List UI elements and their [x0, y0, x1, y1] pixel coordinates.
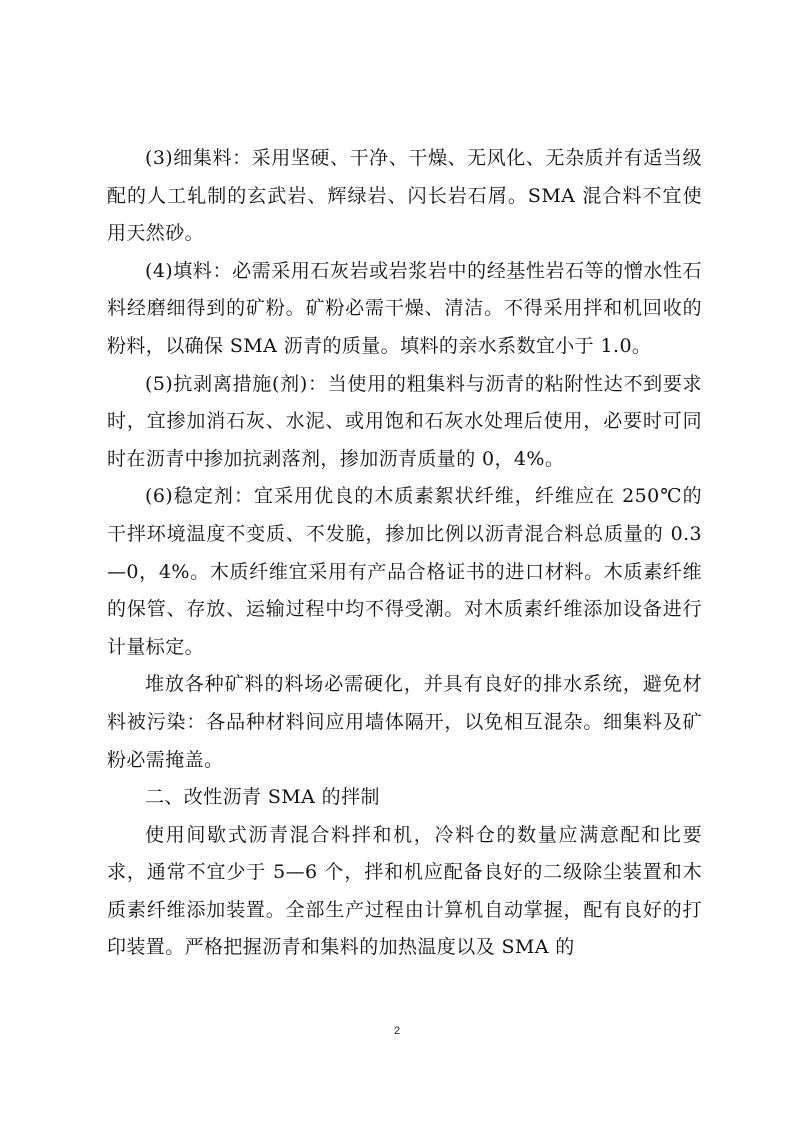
section-heading: 二、改性沥青 SMA 的拌制 — [145, 786, 380, 809]
page-number: 2 — [393, 1025, 401, 1037]
paragraph-anti-stripping: (5)抗剥离措施(剂)：当使用的粗集料与沥青的粘附性达不到要求时，宜掺加消石灰、水泥、或用饱和石灰水处理后使用，必要时可同时在沥青中掺加抗剥落剂，掺加沥青质量的 0，4%。 — [107, 372, 702, 470]
page-body — [107, 140, 702, 967]
paragraph-stabilizer: (6)稳定剂：宜采用优良的木质素絮状纤维，纤维应在 250℃的干拌环境温度不变质、不发脆，掺加比例以沥青混合料总质量的 0.3—0，4%。木质纤维宜采用有产品合格证书的进口材料。木质素纤维的保管、存放、运输过程中均不得受潮。对木质素纤维添加设备进行计量标定。 — [107, 485, 702, 658]
paragraph-stockpile: 堆放各种矿料的料场必需硬化，并具有良好的排水系统，避免材料被污染：各品种材料间应用墙体隔开，以免相互混杂。细集料及矿粉必需掩盖。 — [107, 673, 702, 771]
paragraph-filler: (4)填料：必需采用石灰岩或岩浆岩中的经基性岩石等的憎水性石料经磨细得到的矿粉。矿粉必需干燥、清洁。不得采用拌和机回收的粉料，以确保 SMA 沥青的质量。填料的亲水系数宜小于 1.0。 — [107, 259, 702, 357]
paragraph-fine-aggregate: (3)细集料：采用坚硬、干净、干燥、无风化、无杂质并有适当级配的人工轧制的玄武岩、辉绿岩、闪长岩石屑。SMA 混合料不宜使用天然砂。 — [107, 147, 702, 245]
paragraph-mixing: 使用间歇式沥青混合料拌和机，冷料仓的数量应满意配和比要求，通常不宜少于 5—6 个，拌和机应配备良好的二级除尘装置和木质素纤维添加装置。全部生产过程由计算机自动掌握，配有良好的打印装置。严格把握沥青和集料的加热温度以及 SMA 的 — [107, 823, 702, 959]
